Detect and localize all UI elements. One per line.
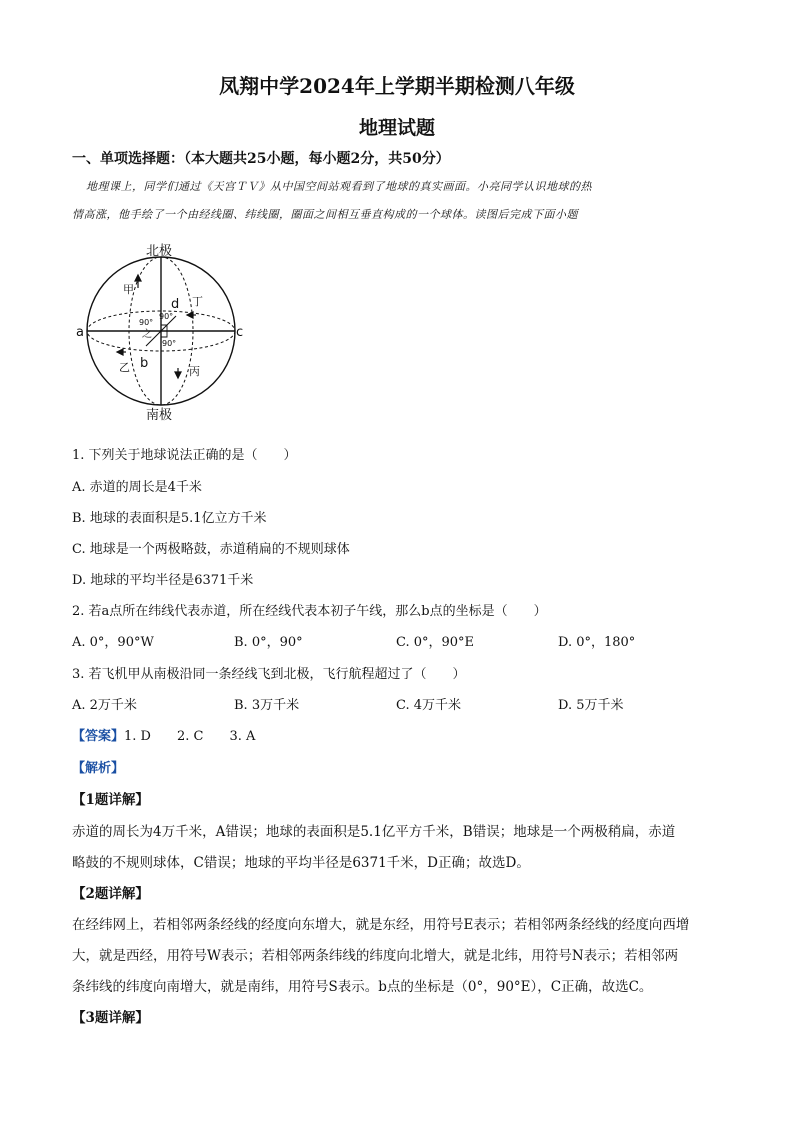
zhi-label: 之 xyxy=(142,329,152,340)
question-3-option-a: A. 2万千米 xyxy=(72,698,137,713)
exam-title: 凤翔中学2024年上学期半期检测八年级 xyxy=(219,74,575,98)
question-3-option-b: B. 3万千米 xyxy=(234,698,300,713)
bing-label: 丙 xyxy=(189,365,200,378)
angle-label-2: 90° xyxy=(159,312,174,321)
answer-block xyxy=(72,725,255,744)
north-pole-label: 北极 xyxy=(146,244,173,259)
q2-detail-label: 【2题详解】 xyxy=(72,886,149,902)
angle-label-1: 90° xyxy=(139,318,154,327)
q3-detail-label: 【3题详解】 xyxy=(72,1010,149,1026)
question-2-option-d: D. 0°，180° xyxy=(558,635,636,650)
point-d-label: d xyxy=(171,297,180,312)
answer-text: 1. D 2. C 3. A xyxy=(124,729,256,744)
question-1-option-a: A. 赤道的周长是4千米 xyxy=(72,480,202,495)
intro-line-2: 情高涨，他手绘了一个由经线圈、纬线圈，圈面之间相互垂直构成的一个球体。读图后完成下面小题 xyxy=(72,208,578,221)
question-2-option-c: C. 0°，90°E xyxy=(396,635,475,650)
question-3-option-d: D. 5万千米 xyxy=(558,698,624,713)
answer-label: 【答案】 xyxy=(72,729,125,744)
question-1-option-b: B. 地球的表面积是5.1亿立方千米 xyxy=(72,511,267,526)
question-3-option-c: C. 4万千米 xyxy=(396,698,462,713)
ding-label: 丁 xyxy=(192,295,203,308)
q2-detail-line-1: 在经纬网上，若相邻两条经线的经度向东增大，就是东经，用符号E表示；若相邻两条经线的经度向西增 xyxy=(72,917,690,933)
question-2-stem: 2. 若a点所在纬线代表赤道，所在经线代表本初子午线，那么b点的坐标是（ ） xyxy=(72,604,547,619)
question-2-option-a: A. 0°，90°W xyxy=(72,635,154,650)
question-3-stem: 3. 若飞机甲从南极沿同一条经线飞到北极，飞行航程超过了（ ） xyxy=(72,667,466,682)
exam-subtitle: 地理试题 xyxy=(358,117,435,139)
q2-detail-line-2: 大，就是西经，用符号W表示；若相邻两条纬线的纬度向北增大，就是北纬，用符号N表示；若相邻两 xyxy=(72,948,679,964)
intro-line-1: 地理课上，同学们通过《天宫ＴＶ》从中国空间站观看到了地球的真实画面。小亮同学认识地球的热 xyxy=(86,180,592,193)
point-b-label: b xyxy=(140,356,149,371)
analysis-label: 【解析】 xyxy=(72,761,125,776)
angle-label-3: 90° xyxy=(162,339,177,348)
point-a-label: a xyxy=(76,325,84,340)
right-angle-mark-2 xyxy=(161,331,167,337)
q1-detail-line-2: 略鼓的不规则球体，C错误；地球的平均半径是6371千米，D正确；故选D。 xyxy=(72,855,530,871)
q1-detail-line-1: 赤道的周长为4万千米，A错误；地球的表面积是5.1亿平方千米，B错误；地球是一个两极稍扁，赤道 xyxy=(72,824,676,840)
question-1-stem: 1. 下列关于地球说法正确的是（ ） xyxy=(72,448,297,463)
south-pole-label: 南极 xyxy=(146,408,173,422)
question-2-option-b: B. 0°，90° xyxy=(234,635,303,650)
jia-label: 甲 xyxy=(123,283,134,296)
question-1-option-d: D. 地球的平均半径是6371千米 xyxy=(72,573,254,588)
q2-detail-line-3: 条纬线的纬度向南增大，就是南纬，用符号S表示。b点的坐标是（0°，90°E），C正确，故选C。 xyxy=(72,979,653,995)
question-1-option-c: C. 地球是一个两极略鼓，赤道稍扁的不规则球体 xyxy=(72,542,350,557)
globe-diagram xyxy=(76,240,246,422)
point-c-label: c xyxy=(236,325,244,340)
section-heading: 一、单项选择题：（本大题共25小题，每小题2分，共50分） xyxy=(72,151,450,167)
yi-label: 乙 xyxy=(119,361,130,374)
q1-detail-label: 【1题详解】 xyxy=(72,792,149,808)
